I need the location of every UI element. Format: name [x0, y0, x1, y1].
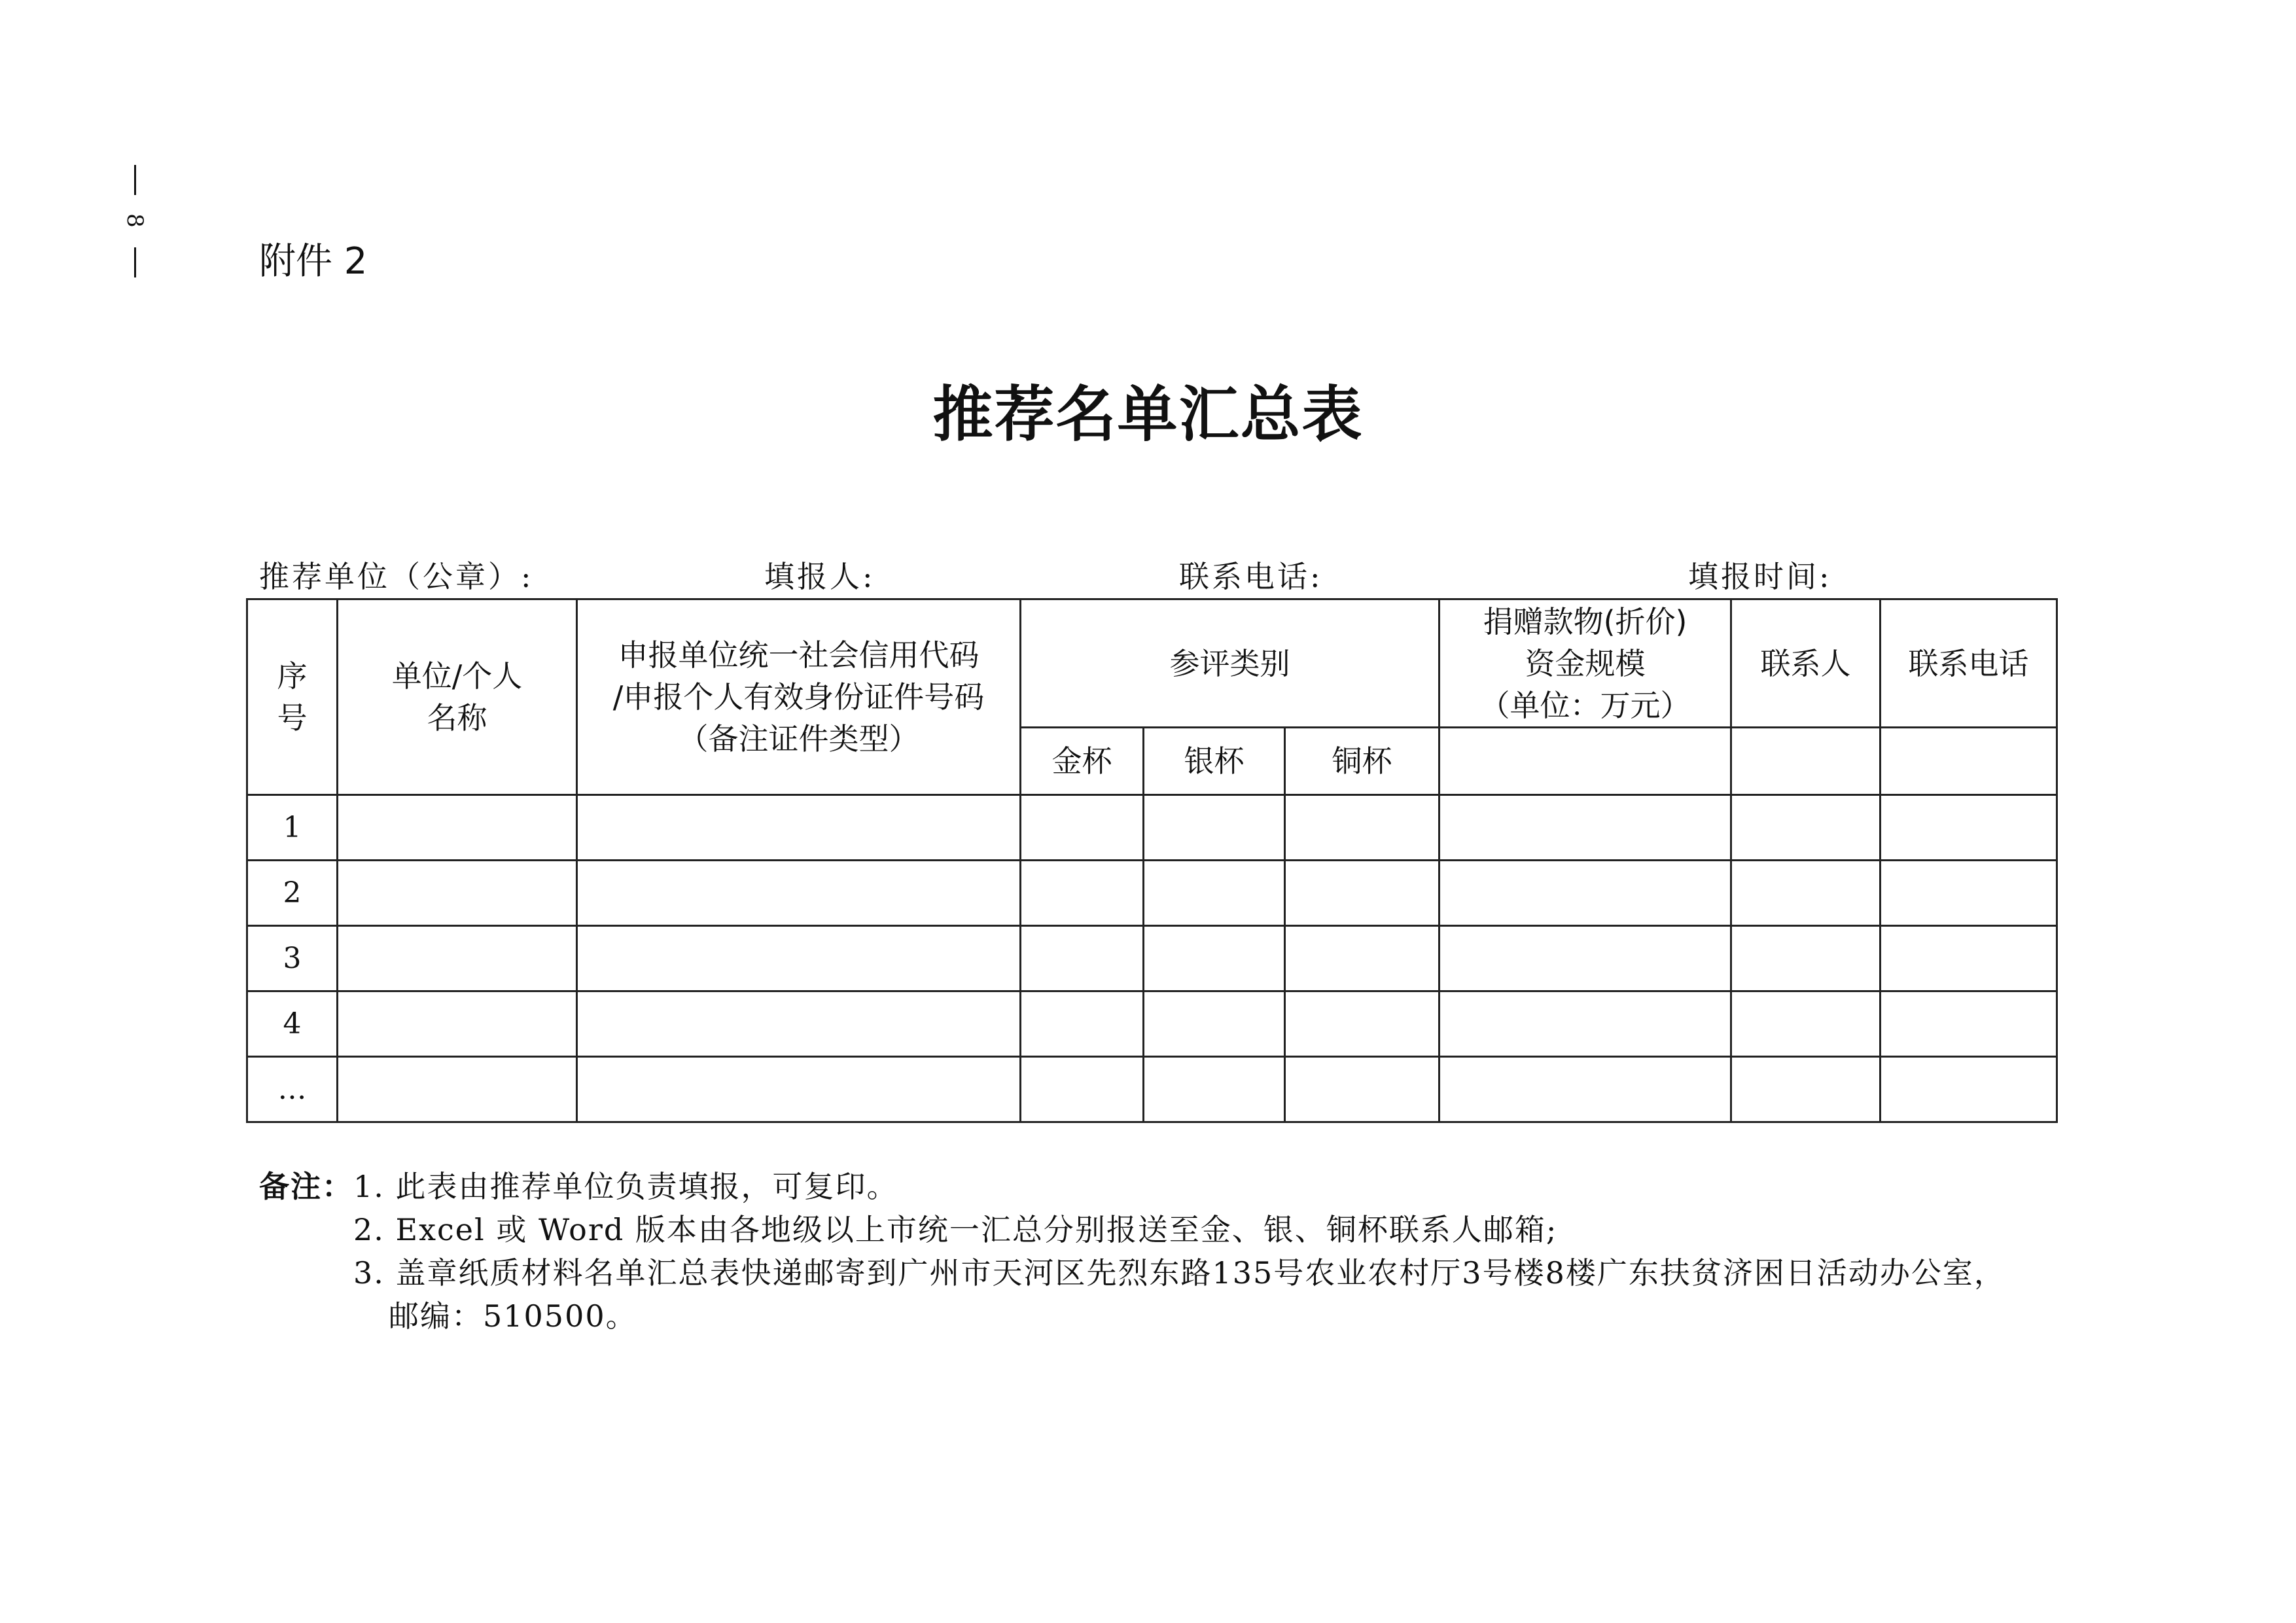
cell-bronze[interactable]: [1285, 1057, 1439, 1122]
header-credit-code: 申报单位统一社会信用代码 /申报个人有效身份证件号码 （备注证件类型）: [577, 599, 1021, 795]
cell-silver[interactable]: [1144, 795, 1285, 861]
cell-gold[interactable]: [1021, 926, 1144, 991]
page-marker-bar-bottom: [134, 247, 136, 277]
table-header-row: [247, 599, 2057, 728]
cell-phone[interactable]: [1881, 991, 2057, 1057]
table-row: [247, 991, 2057, 1057]
cell-silver[interactable]: [1144, 861, 1285, 926]
page-number-marker: [122, 165, 148, 277]
cell-contact[interactable]: [1731, 1057, 1881, 1122]
header-seq: 序 号: [247, 599, 338, 795]
cell-phone[interactable]: [1881, 795, 2057, 861]
cell-bronze[interactable]: [1285, 861, 1439, 926]
row-seq: 1: [247, 795, 338, 861]
recommending-unit-label: 推荐单位（公章）:: [259, 559, 534, 594]
cell-silver[interactable]: [1144, 1057, 1285, 1122]
cell-contact[interactable]: [1731, 991, 1881, 1057]
cell-gold[interactable]: [1021, 991, 1144, 1057]
cell-gold[interactable]: [1021, 795, 1144, 861]
table-row: [247, 795, 2057, 861]
cell-unit-name[interactable]: [338, 1057, 577, 1122]
cell-gold[interactable]: [1021, 1057, 1144, 1122]
cell-credit-code[interactable]: [577, 991, 1021, 1057]
cell-donation[interactable]: [1439, 926, 1731, 991]
table-row: [247, 861, 2057, 926]
notes-label: 备注：: [259, 1169, 353, 1204]
table-row: [247, 1057, 2057, 1122]
note-item-2: 2. Excel 或 Word 版本由各地级以上市统一汇总分别报送至金、银、铜杯联系人邮箱;: [353, 1212, 1558, 1247]
cell-silver[interactable]: [1144, 926, 1285, 991]
header-unit-name: 单位/个人 名称: [338, 599, 577, 795]
cell-bronze[interactable]: [1285, 926, 1439, 991]
attachment-label: 附件 2: [259, 240, 368, 283]
header-contact-phone: 联系电话: [1881, 599, 2057, 728]
summary-table: [246, 598, 2058, 1123]
subheader-bronze-cup: 铜杯: [1285, 728, 1439, 795]
subheader-contact-blank: [1731, 728, 1881, 795]
row-seq: 4: [247, 991, 338, 1057]
cell-phone[interactable]: [1881, 1057, 2057, 1122]
cell-unit-name[interactable]: [338, 991, 577, 1057]
cell-phone[interactable]: [1881, 926, 2057, 991]
notes-section: [259, 1165, 2005, 1338]
cell-silver[interactable]: [1144, 991, 1285, 1057]
header-contact-person: 联系人: [1731, 599, 1881, 728]
cell-donation[interactable]: [1439, 861, 1731, 926]
cell-credit-code[interactable]: [577, 861, 1021, 926]
page-marker-bar-top: [134, 165, 136, 195]
document-title: 推荐名单汇总表: [932, 379, 1364, 450]
row-seq: 3: [247, 926, 338, 991]
row-seq: …: [247, 1057, 338, 1122]
cell-unit-name[interactable]: [338, 795, 577, 861]
cell-contact[interactable]: [1731, 795, 1881, 861]
cell-donation[interactable]: [1439, 1057, 1731, 1122]
contact-phone-label: 联系电话:: [1179, 559, 1323, 594]
cell-contact[interactable]: [1731, 926, 1881, 991]
cell-phone[interactable]: [1881, 861, 2057, 926]
cell-contact[interactable]: [1731, 861, 1881, 926]
note-line-1: [259, 1165, 2005, 1208]
subheader-silver-cup: 银杯: [1144, 728, 1285, 795]
fill-date-label: 填报时间:: [1688, 559, 1832, 594]
cell-donation[interactable]: [1439, 991, 1731, 1057]
page-number: 8: [122, 213, 148, 228]
cell-credit-code[interactable]: [577, 926, 1021, 991]
cell-bronze[interactable]: [1285, 795, 1439, 861]
subheader-gold-cup: 金杯: [1021, 728, 1144, 795]
header-category: 参评类别: [1021, 599, 1439, 728]
header-donation-scale: 捐赠款物(折价) 资金规模 （单位：万元）: [1439, 599, 1731, 728]
note-item-3-continued: 邮编：510500。: [389, 1298, 637, 1334]
cell-gold[interactable]: [1021, 861, 1144, 926]
cell-unit-name[interactable]: [338, 861, 577, 926]
cell-bronze[interactable]: [1285, 991, 1439, 1057]
cell-unit-name[interactable]: [338, 926, 577, 991]
subheader-donation-blank: [1439, 728, 1731, 795]
cell-credit-code[interactable]: [577, 795, 1021, 861]
table-row: [247, 926, 2057, 991]
cell-credit-code[interactable]: [577, 1057, 1021, 1122]
subheader-phone-blank: [1881, 728, 2057, 795]
note-item-3: 3. 盖章纸质材料名单汇总表快递邮寄到广州市天河区先烈东路135号农业农村厅3号楼8楼广东扶贫济困日活动办公室，: [353, 1255, 2005, 1291]
cell-donation[interactable]: [1439, 795, 1731, 861]
filler-label: 填报人:: [764, 559, 875, 594]
note-item-1: 1. 此表由推荐单位负责填报，可复印。: [353, 1169, 898, 1204]
row-seq: 2: [247, 861, 338, 926]
